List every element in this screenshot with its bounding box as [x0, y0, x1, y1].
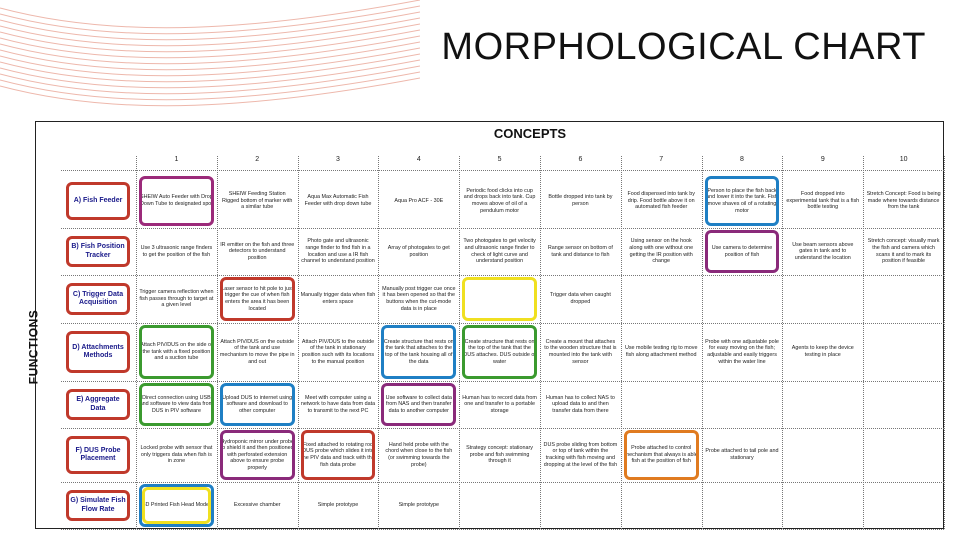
concept-number: 2: [255, 156, 260, 163]
decorative-stripes: [0, 0, 420, 112]
concept-cell: Create a mount that attaches to the wooden structure that is mounted into the tank with sensor: [544, 338, 617, 365]
concept-number: 1: [174, 156, 179, 163]
concept-cell: SHEIW Auto Feeder with Drop Down Tube to designated spot: [139, 194, 213, 207]
concept-cell: Use camera to determine position of fish: [711, 244, 773, 258]
page-title: MORPHOLOGICAL CHART: [441, 26, 926, 68]
concept-cell: Use beam sensors above gates in tank and to understand the location: [792, 241, 854, 261]
grid-row-line: [61, 170, 944, 171]
concept-cell: SHEIW Feeding Station Rigged bottom of marker with a similar tube: [221, 191, 293, 211]
concept-cell: Human has to record data from one and transfer to a portable storage: [462, 394, 537, 414]
concept-cell: Trigger data when caught dropped: [549, 292, 611, 305]
concept-cell: Stretch Concept: Food is being made where towards distance from the tank: [866, 191, 941, 211]
concept-number: 9: [820, 156, 825, 163]
concept-cell: Attach PIV/DUS on the side of the tank with a fixed position and a suction tube: [140, 342, 213, 362]
concept-cell: Human has to collect NAS to upload data to and then transfer data from there: [545, 394, 615, 414]
concept-cell: Photo gate and ultrasonic range finder to find fish in a location and use a IR fish channel to understand position: [301, 238, 375, 265]
concept-cell: Manually trigger data when fish enters space: [300, 292, 376, 305]
concept-cell: Fixed attached to rotating rod DUS probe which slides it into the PIV data and track with the fish data probe: [301, 441, 375, 468]
concept-cell: Locked probe with sensor that only triggers data when fish is in zone: [140, 445, 213, 465]
concept-cell: Create structure that rests on the top of the tank that the DUS attaches. DUS outside of water: [463, 338, 536, 365]
concept-cell: Array of photogates to get position: [387, 244, 450, 258]
grid-col-line: [944, 156, 945, 529]
concept-cell: Simple prototype: [398, 502, 440, 509]
concept-cell: Range sensor on bottom of tank and distance to fish: [547, 244, 613, 258]
concept-cell: Manually post trigger cue once it has been opened so that the buttons when the cut-mode data is in place: [382, 285, 456, 312]
concept-cell: Aqua Max Automatic Fish Feeder with drop down tube: [304, 194, 372, 207]
function-label: D) Attachments Methods: [66, 331, 130, 373]
functions-label: FUNCTIONS: [26, 309, 41, 385]
concept-cell: Strategy concept: stationary probe and fish swimming through it: [466, 445, 533, 465]
concept-cell: Probe attached to tail pole and stationary: [705, 448, 779, 461]
concepts-header: CONCEPTS: [493, 126, 567, 141]
concept-cell: Food dropped into experimental tank that is a fish bottle testing: [786, 191, 860, 211]
concept-cell: Hand held probe with the chord when close to the fish (or swimming towards the probe): [385, 441, 453, 468]
concept-number: 6: [578, 156, 583, 163]
concept-cell: Upload DUS to internet using software and download to other computer: [222, 394, 293, 414]
concept-cell: Probe with one adjustable pole for easy moving on the fish; adjustable and easily triggers within the water line: [705, 338, 779, 365]
concept-cell: Attach PIV/DUS on the outside of the tank and use mechanism to move the pipe in and out: [219, 338, 295, 365]
grid-row-line: [61, 529, 944, 530]
function-label: F) DUS Probe Placement: [66, 436, 130, 474]
concept-cell: Hydroponic mirror under probe to shield it and then positioned with perforated extension above to ensure probe properly: [220, 438, 294, 471]
concept-cell: Stretch concept: visually mark the fish and camera which scans it and to mark its position if feasible: [867, 238, 940, 265]
concept-number: 3: [336, 156, 340, 163]
concept-cell: Meet with computer using a network to have data from data to transmit to the next PC: [300, 394, 376, 414]
concept-cell: Use mobile testing rig to move fish along attachment method: [624, 345, 698, 358]
concept-cell: Direct connection using USB and software to view data from DUS in PIV software: [139, 394, 214, 414]
concept-cell: Use 3 ultrasonic range finders to get the position of the fish: [140, 244, 213, 258]
concept-cell: Laser sensor to hit pole to just trigger the cue of when fish enters the area it has been located: [221, 285, 294, 312]
concept-cell: Attach PIV/DUS to the outside of the tank in stationary position such with its locations to the manual position: [301, 338, 375, 365]
concept-cell: Simple prototype: [317, 502, 359, 509]
concept-number: 4: [416, 156, 421, 163]
concept-cell: Two photogates to get velocity and ultrasonic range finder to check of light curve and understand position: [463, 238, 536, 265]
concept-cell: Agents to keep the device testing in place: [791, 345, 854, 358]
concept-cell: Probe attached to control mechanism that always is able fish at the position of fish: [624, 445, 698, 465]
concept-cell: Create structure that rests on the tank that attaches to the top of the tank housing all of the data: [383, 338, 454, 365]
concept-cell: Use software to collect data from NAS and then transfer data to another computer: [385, 394, 452, 414]
concept-cell: DUS probe sliding from bottom or top of tank within the tracking with fish moving and dropping at the level of the fish: [543, 441, 618, 468]
concept-cell: Periodic food clicks into cup and drops back into tank. Cup moves above of oil of a pendulum motor: [463, 187, 536, 214]
concept-number: 8: [740, 156, 744, 163]
functions-axis: [26, 300, 64, 400]
concept-number: 5: [497, 156, 502, 163]
concept-cell: IR emitter on the fish and three detectors to understand position: [220, 241, 295, 261]
concept-cell: Trigger camera reflection when fish passes through to target at a given level: [139, 289, 214, 309]
concept-cell: Food dispensed into tank by drip. Food bottle above it on automated fish feeder: [627, 191, 695, 211]
concept-cell: Aqua Pro ACF - 30E: [394, 197, 444, 204]
concept-number: 7: [659, 156, 664, 163]
concept-cell: Using sensor on the hook along with one without one getting the IR position with change: [629, 238, 694, 265]
function-label: C) Trigger Data Acquisition: [66, 283, 130, 315]
function-label: G) Simulate Fish Flow Rate: [66, 490, 130, 521]
function-label: A) Fish Feeder: [66, 182, 130, 220]
concept-cell: 3D Printed Fish Head Model: [142, 502, 211, 509]
concept-cell: Excessive chamber: [233, 502, 281, 509]
function-label: B) Fish Position Tracker: [66, 236, 130, 267]
concept-cell: Bottle dropped into tank by person: [548, 194, 613, 207]
function-label: E) Aggregate Data: [66, 389, 130, 420]
concept-number: 10: [899, 156, 908, 163]
concept-cell: Person to place the fish back and lower it into the tank. Fish move shaves oil of a rotating motor: [706, 187, 778, 214]
